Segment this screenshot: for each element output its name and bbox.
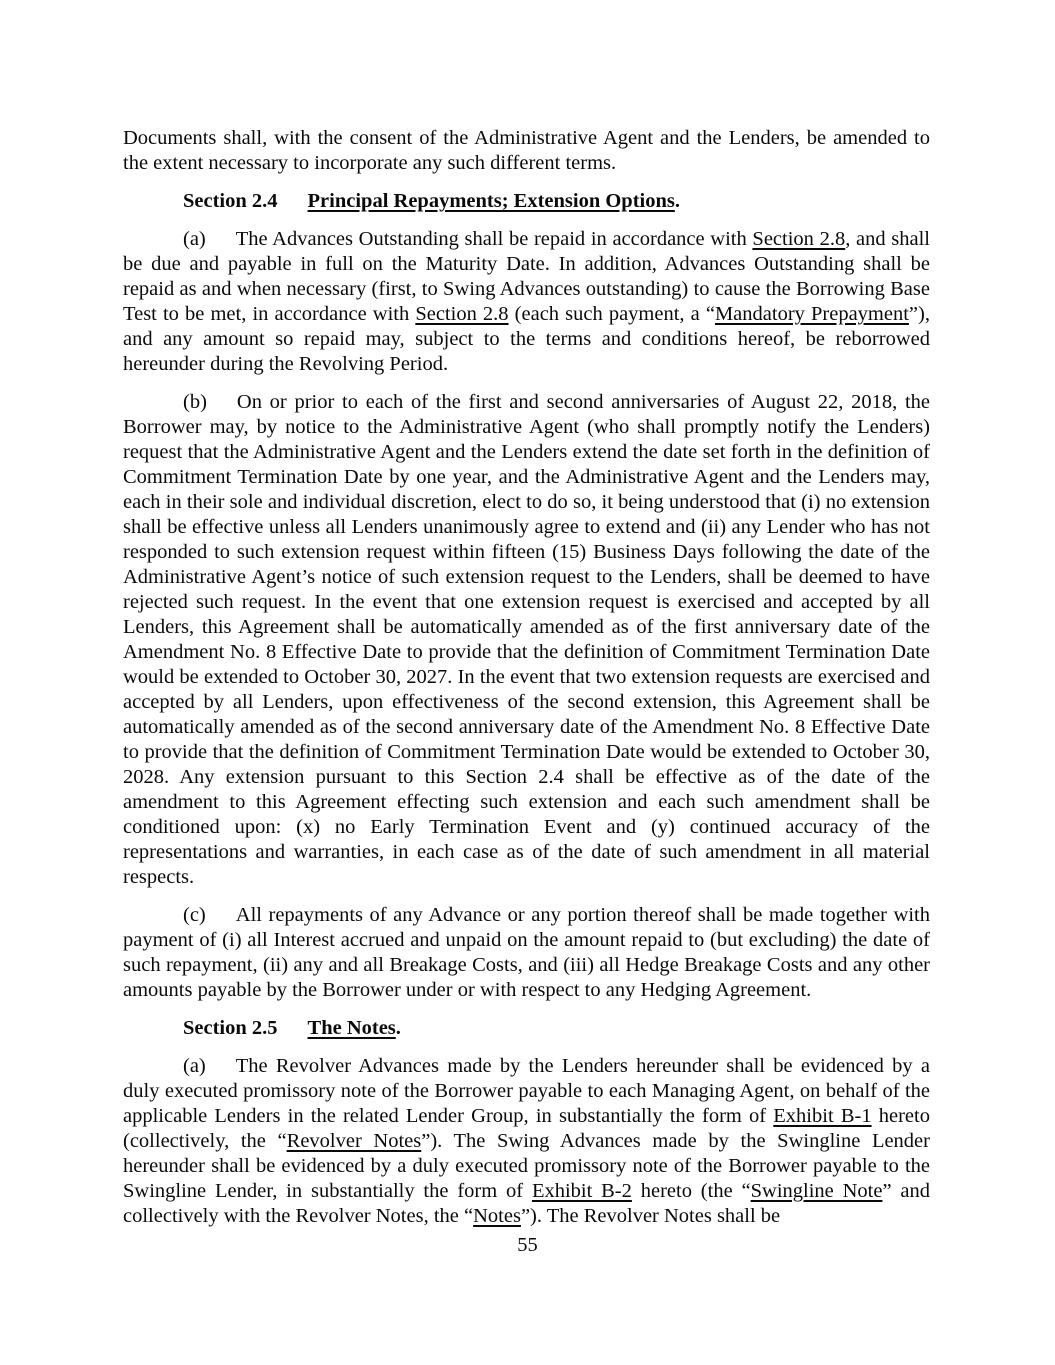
text-run: . <box>674 190 680 212</box>
text-run: hereto (the “ <box>631 1180 751 1202</box>
paragraph-2-4-a <box>123 227 930 377</box>
text-run: On or prior to each of the first and second anniversaries of August 22, 2018, the Borrower may, by notice to the Administrative Agent (who shall promptly notify the Lenders) request that the Administrative Agent and the Lenders extend the date set forth in the definition of Commitment Termination Date by one year, and the Administrative Agent and the Lenders may, each in their sole and individual discretion, elect to do so, it being understood that (i) no extension shall be effective unless all Lenders unanimously agree to extend and (ii) any Lender who has not responded to such extension request within fifteen (15) Business Days following the date of the Administrative Agent’s notice of such extension request to the Lenders, shall be deemed to have rejected such request. In the event that one extension request is exercised and accepted by all Lenders, this Agreement shall be automatically amended as of the first anniversary date of the Amendment No. 8 Effective Date to provide that the definition of Commitment Termination Date would be extended to October 30, 2027. In the event that two extension requests are exercised and accepted by all Lenders, upon effectiveness of the second extension, this Agreement shall be automatically amended as of the second anniversary date of the Amendment No. 8 Effective Date to provide that the definition of Commitment Termination Date would be extended to October 30, 2028. Any extension pursuant to this Section 2.4 shall be effective as of the date of the amendment to this Agreement effecting such extension and each such amendment shall be conditioned upon: (x) no Early Termination Event and (y) continued accuracy of the representations and warranties, in each case as of the date of such amendment in all material respects. <box>123 391 930 888</box>
page-content <box>123 126 930 1242</box>
page-number: 55 <box>517 1234 538 1256</box>
text-run: hereto (collectively, the “ <box>123 1105 930 1152</box>
underlined-term: Mandatory Prepayment <box>714 303 909 325</box>
underlined-term: Swingline Note <box>750 1180 883 1202</box>
underlined-term: Exhibit B-1 <box>773 1105 872 1127</box>
underlined-term: Section 2.8 <box>415 303 509 325</box>
paragraph-2-4-b <box>123 390 930 890</box>
text-run: . <box>395 1017 401 1039</box>
text-run: (c) <box>183 904 206 926</box>
underlined-term: Revolver Notes <box>286 1130 422 1152</box>
text-run: (b) <box>183 391 207 413</box>
underlined-term: Principal Repayments; Extension Options <box>307 190 675 212</box>
text-run: (a) <box>183 228 206 250</box>
text-run: The Revolver Advances made by the Lenders hereunder shall be evidenced by a duly executed promissory note of the Borrower payable to each Managing Agent, on behalf of the applicable Lenders in the related Lender Group, in substantially the form of <box>123 1055 930 1127</box>
paragraph-continuation <box>123 126 930 176</box>
text-run: ” and collectively with the Revolver Notes, the “ <box>123 1180 930 1227</box>
section-2-4-heading <box>123 189 930 214</box>
text-run: ”). The Swing Advances made by the Swingline Lender hereunder shall be evidenced by a duly executed promissory note of the Borrower payable to the Swingline Lender, in substantially the form of <box>123 1130 930 1202</box>
underlined-term: Notes <box>473 1205 521 1227</box>
text-run: ”), and any amount so repaid may, subject to the terms and conditions hereof, be reborrowed hereunder during the Revolving Period. <box>123 303 930 375</box>
text-run: Section 2.4 <box>183 190 278 212</box>
text-run: The Advances Outstanding shall be repaid in accordance with <box>235 228 753 250</box>
paragraph-2-4-c <box>123 903 930 1003</box>
text-run: ”). The Revolver Notes shall be <box>520 1205 781 1227</box>
text-run: Section 2.5 <box>183 1017 278 1039</box>
text-run: (each such payment, a “ <box>508 303 715 325</box>
text-run: (a) <box>183 1055 206 1077</box>
underlined-term: Exhibit B-2 <box>531 1180 632 1202</box>
underlined-term: Section 2.8 <box>752 228 846 250</box>
paragraph-2-5-a <box>123 1054 930 1229</box>
text-run: Documents shall, with the consent of the Administrative Agent and the Lenders, be amended to the extent necessary to incorporate any such different terms. <box>123 127 930 174</box>
section-2-5-heading <box>123 1016 930 1041</box>
text-run: All repayments of any Advance or any portion thereof shall be made together with payment of (i) all Interest accrued and unpaid on the amount repaid to (but excluding) the date of such repayment, (ii) any and all Breakage Costs, and (iii) all Hedge Breakage Costs and any other amounts payable by the Borrower under or with respect to any Hedging Agreement. <box>123 904 930 1001</box>
underlined-term: The Notes <box>307 1017 396 1039</box>
text-run: , and shall be due and payable in full on the Maturity Date. In addition, Advances Outstanding shall be repaid as and when necessary (first, to Swing Advances outstanding) to cause the Borrowing Base Test to be met, in accordance with <box>123 228 930 325</box>
